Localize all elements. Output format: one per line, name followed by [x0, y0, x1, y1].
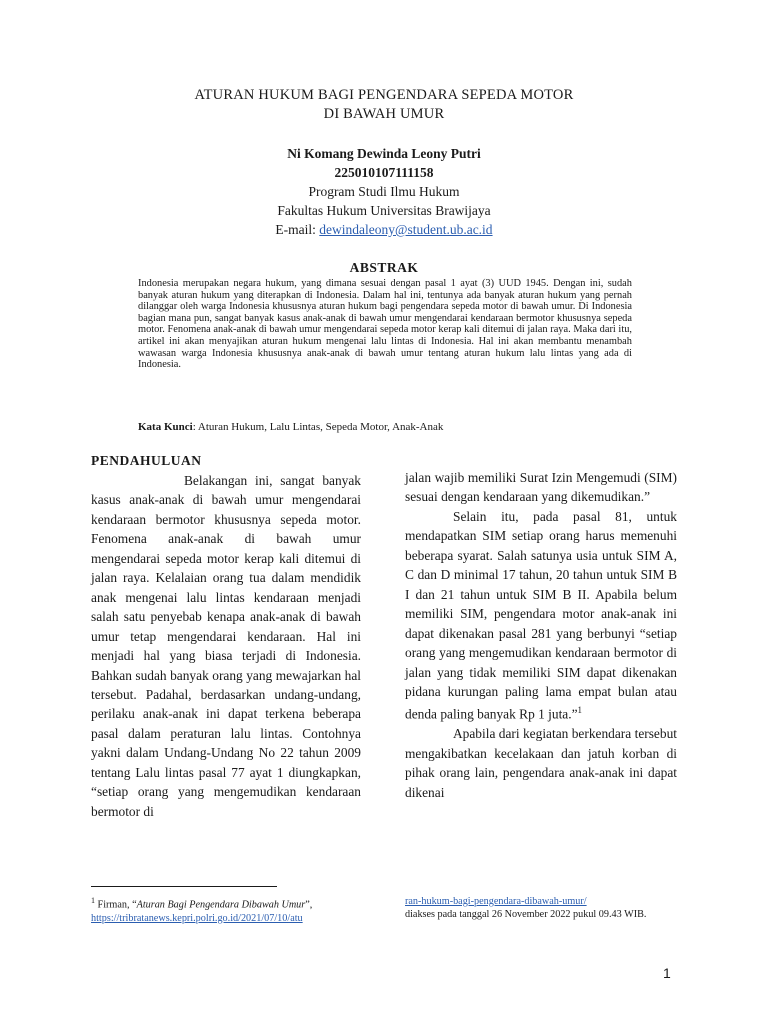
paragraph-intro: Belakangan ini, sangat banyak kasus anak-anak di bawah umur mengendarai kendaraan bermotor khususnya sepeda motor. Fenomena anak-anak di bawah umur mengendarai sepeda motor kerap kali ditemui di jalan raya. Kelalaian orang tua dalam mendidik anak mengenai lalu lintas kendaraan menjadi salah satu penyebab kenapa anak-anak di bawah umur tetap mengendarai kendaraan. Hal ini menjadi hal yang biasa terjadi di Indonesia. Bahkan sudah banyak orang yang mewajarkan hal tersebut. Padahal, berdasarkan undang-undang, perilaku anak-anak ini dapat terkena beberapa pasal dalam peraturan lalu lintas. Contohnya yakni dalam Undang-Undang No 22 tahun 2009 tentang Lalu lintas pasal 77 ayat 1 diungkapkan, “setiap orang yang mengemudikan kendaraan bermotor di	[91, 473, 361, 819]
left-column	[91, 471, 361, 821]
paper-title	[0, 86, 768, 124]
footnote-link-part1[interactable]: https://tribratanews.kepri.polri.go.id/2021/07/10/atu	[91, 912, 303, 924]
footnote-link-part2[interactable]: ran-hukum-bagi-pengendara-dibawah-umur/	[405, 896, 587, 907]
keywords-label: Kata Kunci	[138, 421, 193, 433]
author-faculty: Fakultas Hukum Universitas Brawijaya	[277, 203, 491, 218]
keywords-line	[138, 421, 443, 433]
email-link[interactable]: dewindaleony@student.ub.ac.id	[319, 222, 493, 237]
author-name: Ni Komang Dewinda Leony Putri	[287, 146, 481, 161]
paragraph-sim	[405, 507, 677, 724]
abstract-text: Indonesia merupakan negara hukum, yang dimana sesuai dengan pasal 1 ayat (3) UUD 1945. Dengan ini, sudah banyak aturan hukum yang diterapkan di Indonesia. Dalam hal ini, tentunya ada banyak aturan hukum yang pernah dilanggar oleh warga Indonesia khususnya aturan hukum bagi pengendara sepeda motor di bawah umur. Di Indonesia bagian mana pun, sangat banyak kasus anak-anak di bawah umur mengendarai kendaraan bermotor khususnya sepeda motor. Fenomena anak-anak di bawah umur mengendarai sepeda motor kerap kali ditemui di jalan raya. Maka dari itu, artikel ini akan menyajikan aturan hukum mengenai lalu lintas di Indonesia. Hal ini akan membantu menambah wawasan warga Indonesia khususnya anak-anak di bawah umur tentang aturan hukum lalu lintas yang ada di Indonesia.	[138, 278, 632, 371]
abstract-heading: ABSTRAK	[349, 260, 419, 275]
footnote-prefix: Firman, “	[95, 899, 137, 911]
footnote-title: Aturan Bagi Pengendara Dibawah Umur	[136, 899, 306, 911]
author-id: 225010107111158	[334, 165, 434, 180]
author-program: Program Studi Ilmu Hukum	[308, 184, 460, 199]
section-heading: PENDAHULUAN	[91, 453, 202, 468]
page-number: 1	[663, 965, 671, 981]
email-label: E-mail:	[275, 222, 320, 237]
footnote-accessed: diakses pada tanggal 26 November 2022 pukul 09.43 WIB.	[405, 909, 647, 921]
footnote-mark: 1	[91, 896, 95, 905]
footnote-reference[interactable]: 1	[577, 705, 583, 716]
footnote-divider	[91, 886, 277, 887]
title-line-2: DI BAWAH UMUR	[323, 106, 445, 122]
footnote-suffix: ”,	[305, 899, 313, 911]
keywords-list: : Aturan Hukum, Lalu Lintas, Sepeda Motor, Anak-Anak	[192, 421, 444, 433]
paragraph-accident: Apabila dari kegiatan berkendara tersebut mengakibatkan kecelakaan dan jatuh korban di pihak orang lain, pengendara anak-anak ini dapat dikenai	[405, 726, 677, 800]
paragraph-continued: jalan wajib memiliki Surat Izin Mengemudi (SIM) sesuai dengan kendaraan yang dikemudikan.”	[405, 470, 677, 505]
author-email-line	[0, 220, 768, 239]
footnote-right	[405, 895, 677, 921]
right-column	[405, 468, 677, 802]
paragraph-sim-text: Selain itu, pada pasal 81, untuk mendapatkan SIM setiap orang harus memenuhi beberapa syarat. Salah satunya usia untuk SIM A, C dan D minimal 17 tahun, 20 tahun untuk SIM B I dan 21 tahun untuk SIM B II. Apabila belum memiliki SIM, pengendara motor anak-anak ini dapat dikenakan pasal 281 yang berbunyi “setiap orang yang mengemudikan kendaraan bermotor di jalan yang tidak memiliki SIM dapat dikenakan pidana kurungan paling lama empat bulan atau denda paling banyak Rp 1 juta.”	[405, 508, 677, 722]
author-block	[0, 144, 768, 239]
title-line-1: ATURAN HUKUM BAGI PENGENDARA SEPEDA MOTOR	[194, 87, 574, 103]
footnote-left	[91, 894, 363, 925]
